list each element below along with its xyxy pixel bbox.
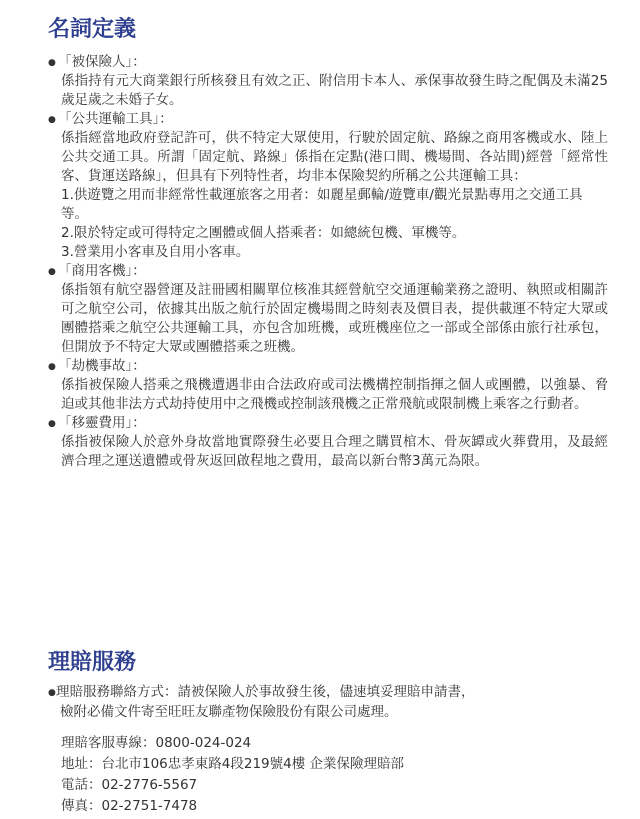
definition-subitem: 2.限於特定或可得特定之團體或個人搭乘者：如總統包機、軍機等。: [61, 225, 466, 241]
claims-phone: 電話：02-2776-5567: [61, 777, 198, 793]
claims-description-continued: 檢附必備文件寄至旺旺友聯產物保險股份有限公司處理。: [60, 704, 398, 720]
bullet-icon: ●: [48, 362, 56, 372]
definitions-list: [48, 53, 608, 471]
claims-hotline: 理賠客服專線：0800-024-024: [61, 735, 252, 751]
bullet-icon: ●: [48, 688, 56, 698]
definition-item-public-transport: [48, 110, 608, 262]
claims-address: 地址：台北市106忠孝東路4段219號4樓 企業保險理賠部: [61, 756, 405, 772]
definition-description: 係指領有航空器營運及註冊國相關單位核准其經營航空交通運輸業務之證明、執照或相關許可之航空公司，依據其出版之航行於固定機場間之時刻表及價目表，提供載運不特定大眾或團體搭乘之航空公共運輸工具，亦包含加班機，或班機座位之一部或全部係由旅行社承包，但開放予不特定大眾或團體搭乘之班機。: [61, 282, 608, 355]
definition-description: 係指經當地政府登記許可，供不特定大眾使用，行駛於固定航、路線之商用客機或水、陸上公共交通工具。所謂「固定航、路線」係指在定點(港口間、機場間、各站間)經營「經常性客、貨運送路線」，但具有下列特性者，均非本保險契約所稱之公共運輸工具：: [61, 130, 608, 184]
definition-description: 係指被保險人搭乘之飛機遭遇非由合法政府或司法機構控制指揮之個人或團體，以強暴、脅迫或其他非法方式劫持使用中之飛機或控制該飛機之正常飛航或限制機上乘客之行動者。: [61, 377, 608, 412]
definition-term: 「公共運輸工具」：: [58, 111, 173, 127]
claims-description: 理賠服務聯絡方式：請被保險人於事故發生後，儘速填妥理賠申請書，: [56, 684, 475, 700]
definition-subitem: 3.營業用小客車及自用小客車。: [61, 244, 250, 260]
definition-term: 「移靈費用」：: [58, 415, 146, 431]
definition-item-hijacking: [48, 357, 608, 414]
bullet-icon: ●: [48, 115, 56, 125]
claims-info: [48, 683, 608, 722]
definition-term: 「被保險人」：: [58, 54, 146, 70]
bullet-icon: ●: [48, 419, 56, 429]
definition-term: 「商用客機」：: [58, 263, 146, 279]
bullet-icon: ●: [48, 58, 56, 68]
definitions-title: 名詞定義: [48, 17, 137, 42]
claims-title: 理賠服務: [48, 650, 137, 675]
bullet-icon: ●: [48, 267, 56, 277]
claims-fax: 傳真：02-2751-7478: [61, 798, 198, 814]
definition-item-commercial-aircraft: [48, 262, 608, 357]
definition-term: 「劫機事故」：: [58, 358, 146, 374]
claims-contact-list: [61, 733, 404, 817]
definition-item-insured: [48, 53, 608, 110]
definition-description: 係指持有元大商業銀行所核發且有效之正、附信用卡本人、承保事故發生時之配偶及未滿25歲足歲之未婚子女。: [61, 73, 608, 108]
definition-subitem: 1.供遊覽之用而非經常性載運旅客之用者：如麗星郵輪/遊覽車/觀光景點專用之交通工具等。: [61, 187, 583, 222]
definition-description: 係指被保險人於意外身故當地實際發生必要且合理之購買棺木、骨灰罈或火葬費用，及最經濟合理之運送遺體或骨灰返回啟程地之費用，最高以新台幣3萬元為限。: [61, 434, 608, 469]
definition-item-repatriation: [48, 414, 608, 471]
